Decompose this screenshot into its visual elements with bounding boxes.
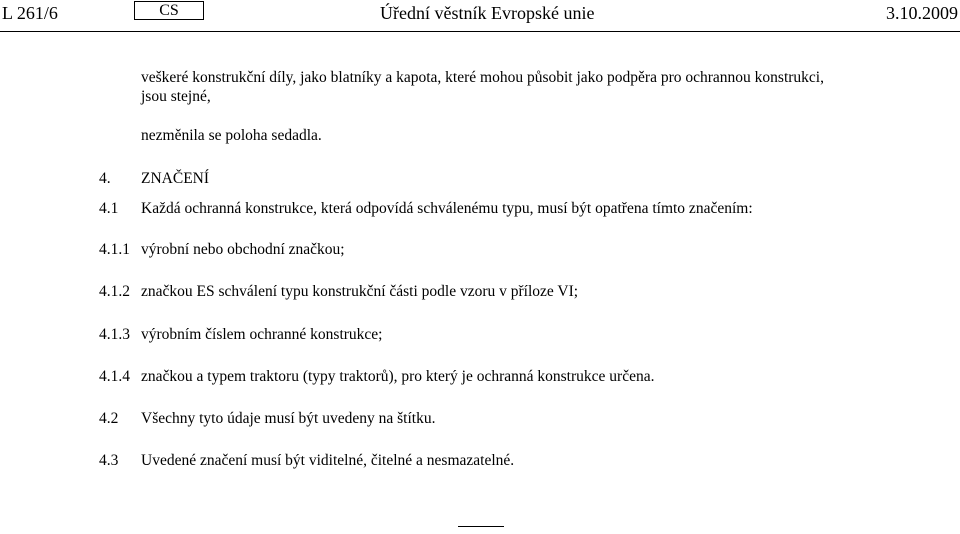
- section-number: 4.1: [99, 200, 119, 217]
- continuation-text-line-2: jsou stejné,: [141, 88, 211, 105]
- section-number: 4.1.1: [99, 241, 130, 258]
- section-text: Všechny tyto údaje musí být uvedeny na štítku.: [141, 410, 436, 427]
- continuation-text-line-3: nezměnila se poloha sedadla.: [141, 127, 322, 144]
- section-text: výrobní nebo obchodní značkou;: [141, 241, 345, 258]
- page-header: [0, 0, 960, 32]
- header-divider: [0, 31, 960, 32]
- end-of-text-rule: [458, 526, 504, 527]
- section-number: 4.1.2: [99, 283, 130, 300]
- publication-date: 3.10.2009: [886, 3, 958, 23]
- language-code-box: CS: [134, 1, 204, 20]
- section-text: Každá ochranná konstrukce, která odpovídá schválenému typu, musí být opatřena tímto značením:: [141, 200, 753, 217]
- section-number: 4.3: [99, 452, 119, 469]
- section-number: 4.1.3: [99, 326, 130, 343]
- page-reference: L 261/6: [2, 3, 58, 23]
- continuation-text-line-1: veškeré konstrukční díly, jako blatníky a kapota, které mohou působit jako podpěra pro ochrannou konstrukci,: [141, 69, 824, 86]
- section-number: 4.: [99, 170, 111, 187]
- journal-title: Úřední věstník Evropské unie: [380, 3, 595, 23]
- section-text: značkou ES schválení typu konstrukční části podle vzoru v příloze VI;: [141, 283, 579, 300]
- section-text: Uvedené značení musí být viditelné, čitelné a nesmazatelné.: [141, 452, 515, 469]
- section-heading: ZNAČENÍ: [141, 170, 210, 187]
- section-text: výrobním číslem ochranné konstrukce;: [141, 326, 383, 343]
- section-text: značkou a typem traktoru (typy traktorů), pro který je ochranná konstrukce určena.: [141, 368, 655, 385]
- section-number: 4.2: [99, 410, 119, 427]
- section-number: 4.1.4: [99, 368, 130, 385]
